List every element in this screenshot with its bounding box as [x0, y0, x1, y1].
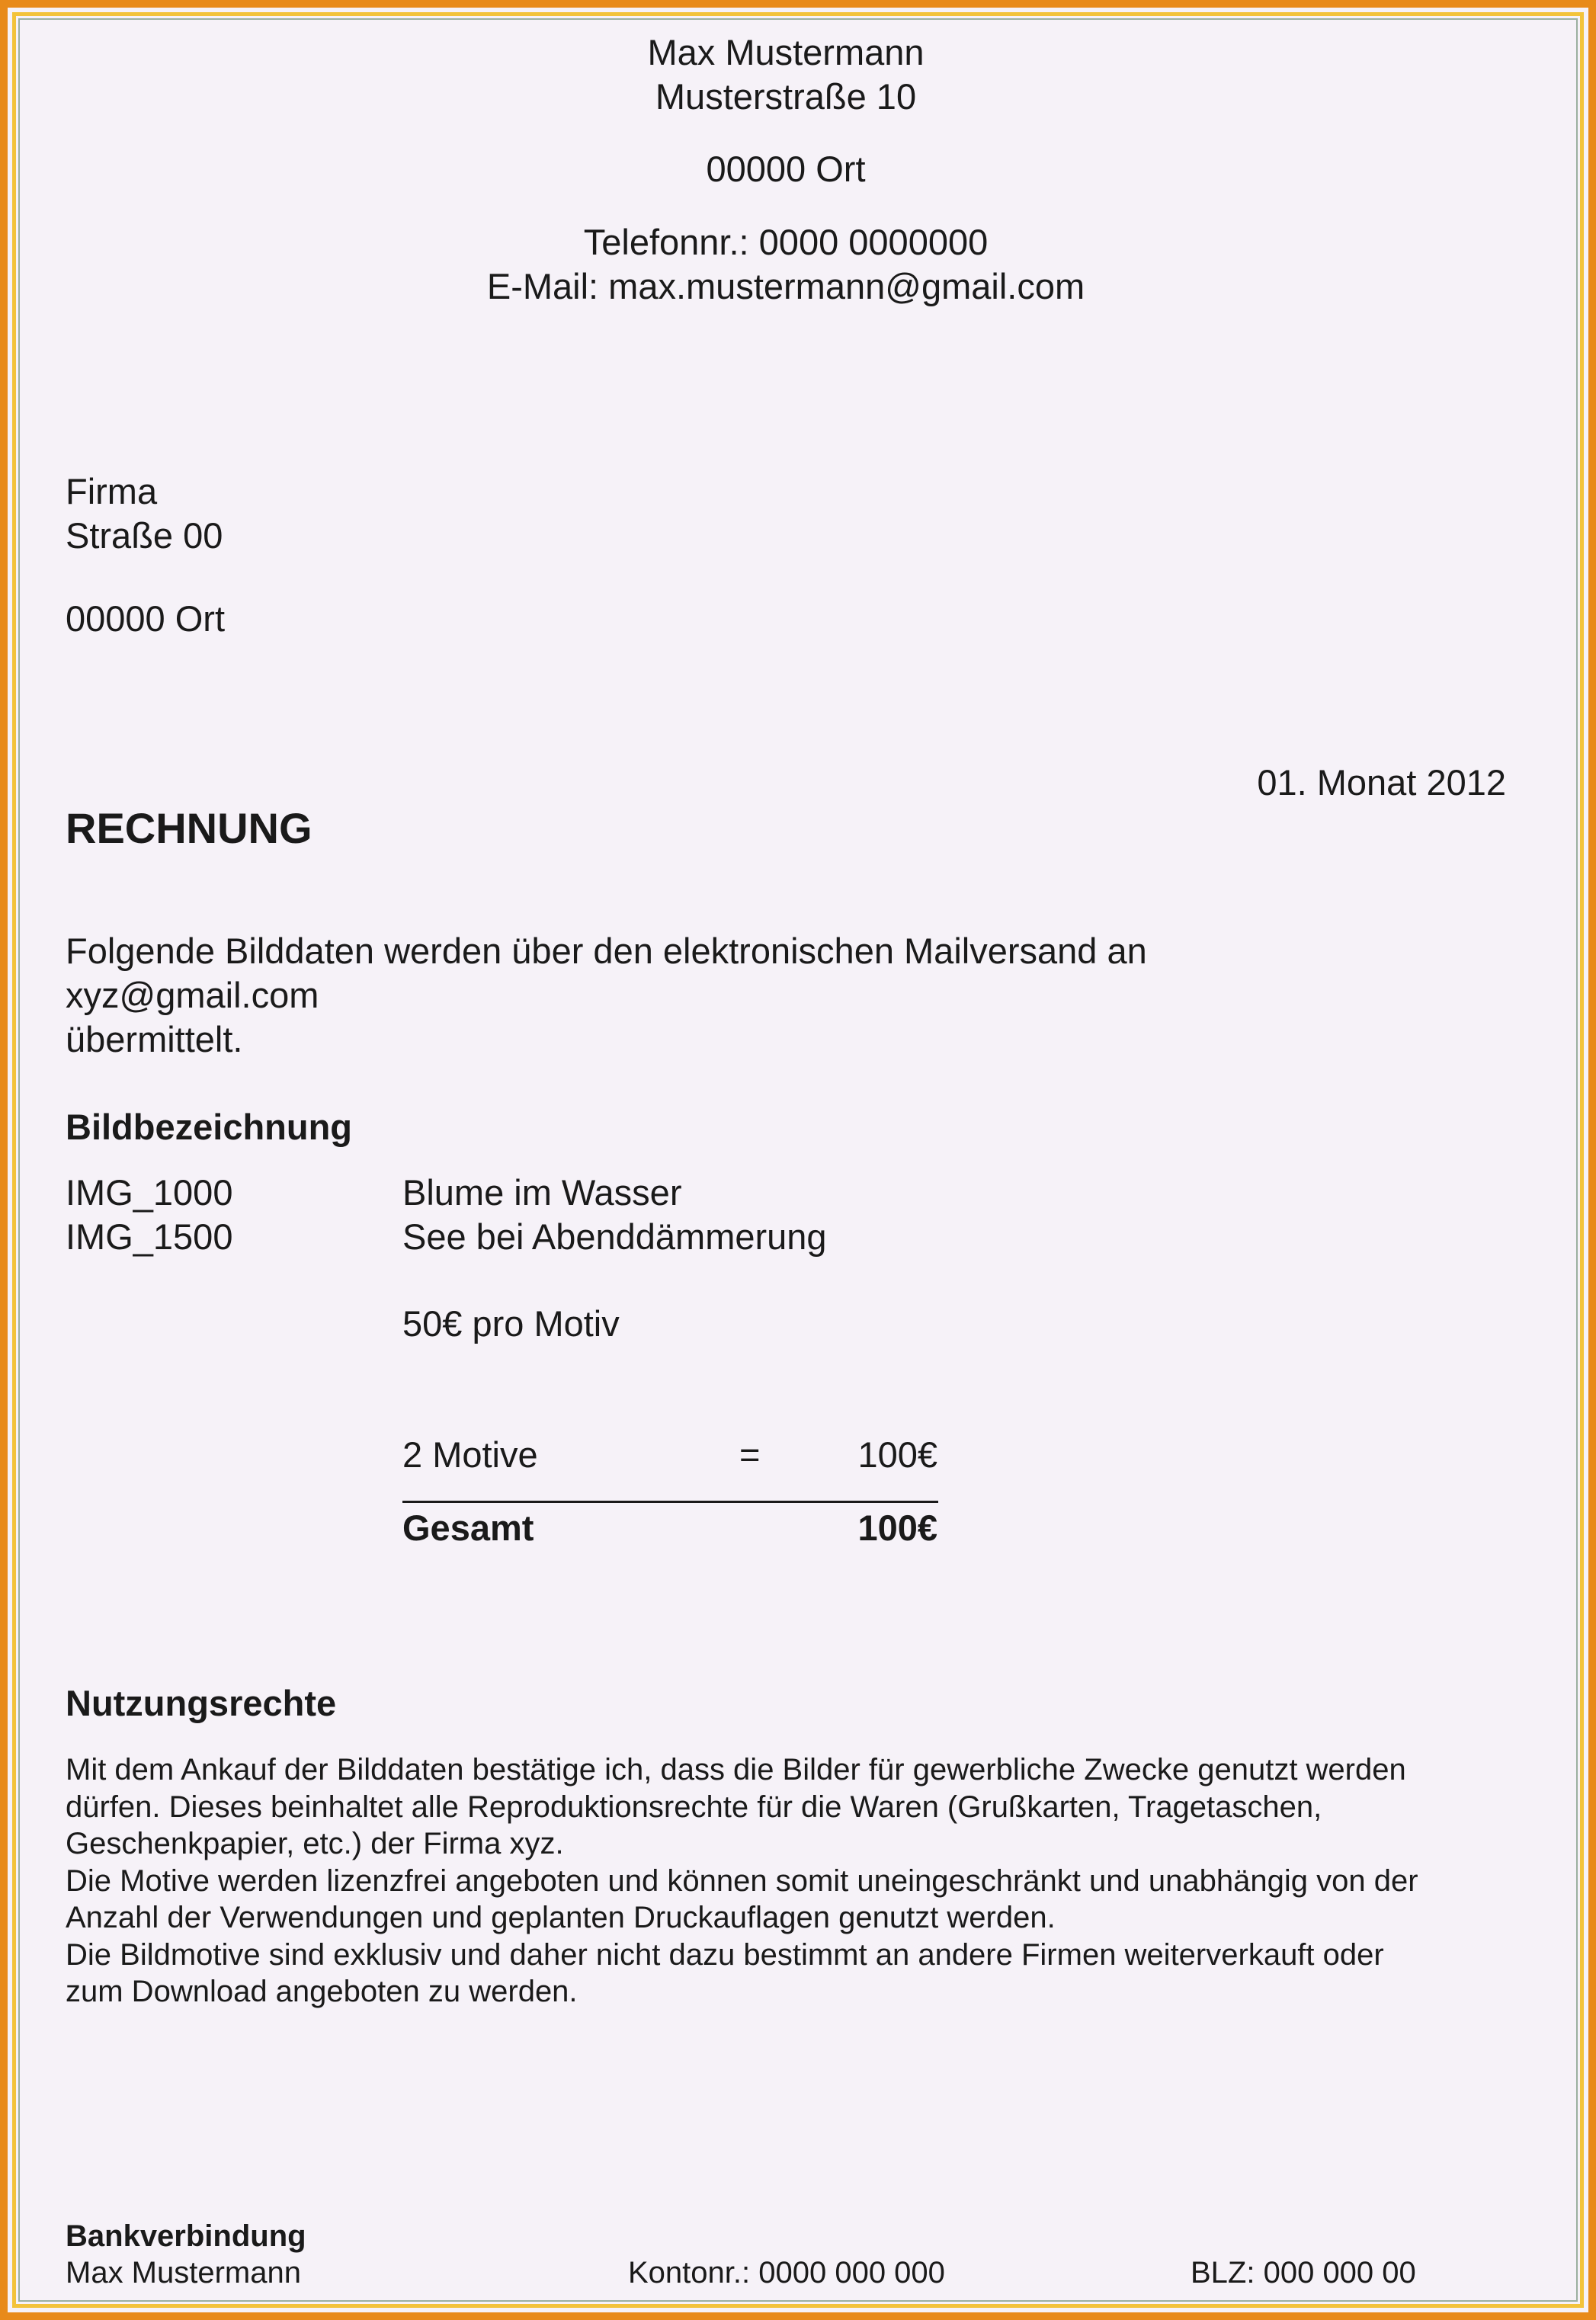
rights-heading: Nutzungsrechte	[66, 1683, 337, 1723]
intro-line-1: Folgende Bilddaten werden über den elektronischen Mailversand an	[66, 931, 1147, 971]
image-id: IMG_1000	[66, 1172, 233, 1213]
bank-heading: Bankverbindung	[66, 2219, 306, 2253]
rights-line: Mit dem Ankauf der Bilddaten bestätige ich, dass die Bilder für gewerbliche Zwecke genutzt werden	[66, 1753, 1406, 1786]
recipient-company: Firma	[66, 471, 158, 511]
rights-line: Die Motive werden lizenzfrei angeboten und können somit uneingeschränkt und unabhängig von der	[66, 1863, 1418, 1898]
intro-line-2: xyz@gmail.com	[66, 975, 319, 1015]
recipient-street: Straße 00	[66, 515, 223, 556]
equals-sign: =	[739, 1434, 761, 1475]
rights-line: Anzahl der Verwendungen und geplanten Druckauflagen genutzt werden.	[66, 1901, 1056, 1934]
bank-holder: Max Mustermann	[66, 2256, 301, 2290]
rights-paragraph	[66, 1751, 1529, 2011]
sender-street: Musterstraße 10	[655, 76, 917, 117]
rights-line: Die Bildmotive sind exklusiv und daher nicht dazu bestimmt an andere Firmen weiterverkauft oder	[66, 1937, 1384, 1972]
images-heading: Bildbezeichnung	[66, 1107, 352, 1147]
price-per-motif: 50€ pro Motiv	[402, 1303, 620, 1344]
total-amount: 100€	[857, 1508, 937, 1548]
invoice-date: 01. Monat 2012	[1257, 762, 1506, 803]
invoice-title: RECHNUNG	[66, 804, 312, 852]
intro-line-3: übermittelt.	[66, 1019, 243, 1059]
rights-line: Geschenkpapier, etc.) der Firma xyz.	[66, 1827, 564, 1860]
rights-line: zum Download angeboten zu werden.	[66, 1975, 578, 2008]
recipient-city: 00000 Ort	[66, 598, 226, 639]
image-description: Blume im Wasser	[402, 1172, 682, 1213]
subtotal-amount: 100€	[857, 1434, 937, 1475]
sender-city: 00000 Ort	[706, 149, 866, 189]
total-label: Gesamt	[402, 1508, 534, 1548]
image-description: See bei Abenddämmerung	[402, 1216, 827, 1257]
bank-blz: BLZ: 000 000 00	[1191, 2256, 1416, 2290]
sender-name: Max Mustermann	[647, 32, 925, 72]
bank-account: Kontonr.: 0000 000 000	[628, 2256, 945, 2290]
rights-line: dürfen. Dieses beinhaltet alle Reproduktionsrechte für die Waren (Grußkarten, Tragetaschen,	[66, 1790, 1322, 1824]
sender-phone: Telefonnr.: 0000 0000000	[583, 222, 989, 262]
sender-email: E-Mail: max.mustermann@gmail.com	[486, 266, 1085, 306]
image-id: IMG_1500	[66, 1216, 233, 1257]
motif-count: 2 Motive	[402, 1434, 538, 1475]
